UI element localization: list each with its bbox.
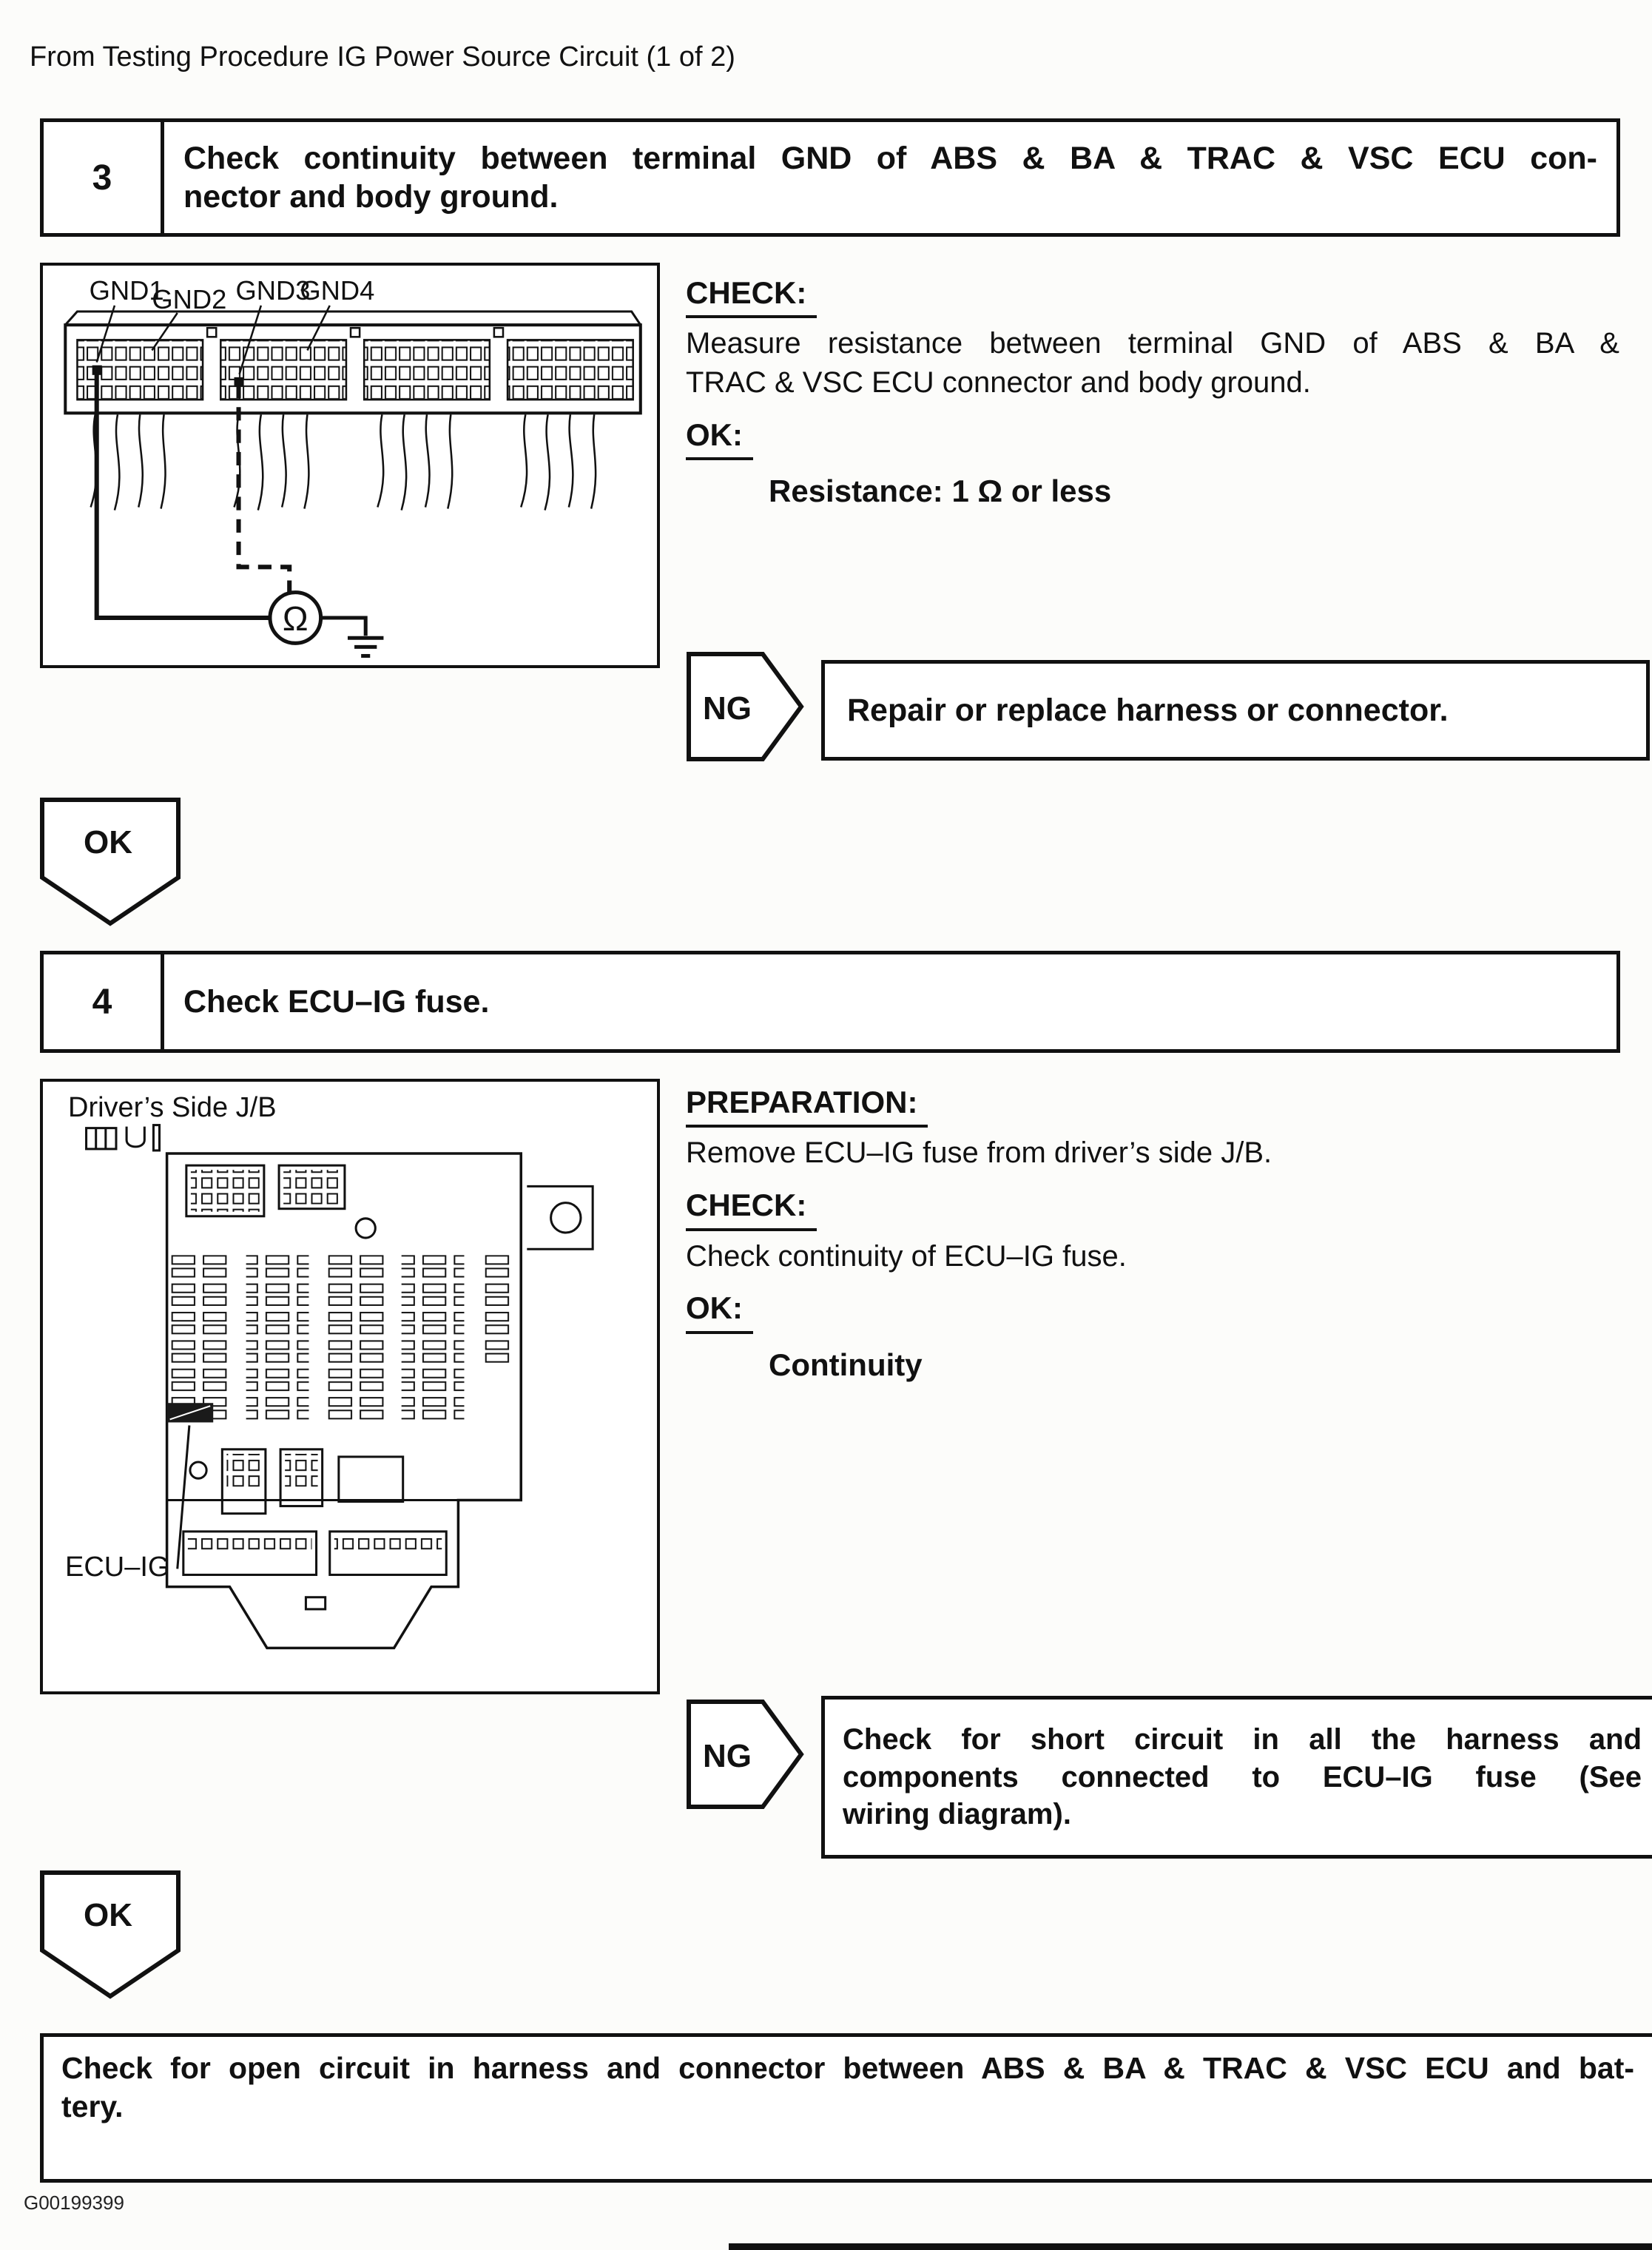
step4-number: 4 (44, 954, 164, 1049)
ecu-connector-diagram-box (40, 263, 660, 668)
check-text-line2: TRAC & VSC ECU connector and body ground. (686, 366, 1311, 400)
ok-heading: OK: (686, 414, 753, 460)
wire-bundle (91, 414, 166, 510)
check-text: Check continuity of ECU–IG fuse. (686, 1239, 1127, 1273)
ok-value: Resistance: 1 Ω or less (769, 474, 1112, 509)
final-result-line1: Check for open circuit in harness and connector between ABS & BA & TRAC & VSC ECU and bat- (61, 2051, 1634, 2085)
step3-number: 3 (44, 122, 164, 233)
gnd3-label: GND3 (235, 274, 311, 306)
wire-bundle (521, 414, 596, 510)
bottom-connector-pins (334, 1536, 442, 1552)
step3-title-line2: nector and body ground. (183, 179, 559, 215)
ng-badge (686, 651, 804, 762)
junction-box-diagram (43, 1082, 657, 1691)
jb-hole (190, 1462, 206, 1478)
page-header: From Testing Procedure IG Power Source Circuit (1 of 2) (30, 41, 735, 73)
probe-wire-dashed (239, 385, 290, 593)
probe-wire-solid (97, 373, 269, 618)
gnd2-label: GND2 (152, 283, 227, 314)
ohm-symbol: Ω (282, 599, 309, 639)
ng-badge (686, 1699, 804, 1810)
fuse-banks (169, 1255, 510, 1419)
bottom-connector-pins (188, 1536, 312, 1552)
ground-icon (348, 638, 383, 656)
wire-bundle (377, 414, 452, 510)
ok-badge-label: OK (84, 824, 132, 860)
step3-title (164, 122, 1616, 233)
junction-box-diagram-box (40, 1079, 660, 1694)
ok-badge-label: OK (84, 1897, 132, 1933)
ng-action-line3: wiring diagram). (843, 1798, 1071, 1831)
jb-screw-hole (356, 1219, 375, 1238)
ground-lead (320, 618, 366, 636)
check-text-line1: Measure resistance between terminal GND of ABS & BA & (686, 327, 1619, 360)
relay-pins (285, 1454, 317, 1486)
wire-bundle (234, 414, 309, 510)
ng-action-box (821, 660, 1650, 761)
ok-heading: OK: (686, 1287, 753, 1333)
jb-top-connector-pins (191, 1170, 260, 1212)
gnd1-label: GND1 (89, 274, 164, 306)
ok-badge (40, 798, 181, 927)
figure-code: G00199399 (24, 2192, 124, 2214)
jb-diagram-label: Driver’s Side J/B (68, 1092, 277, 1123)
ng-action-line2: components connected to ECU–IG fuse (See (843, 1760, 1642, 1793)
ng-badge-label: NG (703, 1738, 752, 1774)
check-heading: CHECK: (686, 272, 817, 318)
step3-box (40, 118, 1620, 237)
jb-side-bracket-hole (551, 1203, 581, 1233)
ok-badge (40, 1870, 181, 2000)
ecu-ig-fuse-label: ECU–IG (65, 1552, 170, 1583)
scan-edge-bar (729, 2243, 1652, 2250)
final-result-line2: tery. (61, 2089, 124, 2124)
ng-action-text: Repair or replace harness or connector. (847, 692, 1449, 728)
gnd4-label: GND4 (300, 274, 375, 306)
step4-box (40, 951, 1620, 1053)
ok-value: Continuity (769, 1347, 923, 1382)
step4-title (164, 954, 1616, 1049)
ng-badge-label: NG (703, 690, 752, 727)
final-result-box (40, 2033, 1652, 2183)
step3-instructions (686, 272, 1619, 512)
relay-pins (226, 1454, 260, 1486)
jb-side-bracket (527, 1186, 593, 1249)
check-heading: CHECK: (686, 1185, 817, 1230)
ecu-connector-diagram (43, 266, 657, 665)
jb-top-left-clips (87, 1125, 160, 1151)
ng-action-line1: Check for short circuit in all the harness and (843, 1723, 1642, 1756)
connector-pin-sections (77, 340, 633, 400)
step3-title-line1: Check continuity between terminal GND of ABS & BA & TRAC & VSC ECU con- (183, 140, 1597, 176)
step4-title-line: Check ECU–IG fuse. (183, 983, 490, 1020)
preparation-heading: PREPARATION: (686, 1082, 928, 1128)
step4-instructions (686, 1082, 1619, 1385)
ng-action-box (821, 1696, 1652, 1859)
jb-top-connector-pins (283, 1170, 340, 1204)
preparation-text: Remove ECU–IG fuse from driver’s side J/B. (686, 1136, 1272, 1170)
